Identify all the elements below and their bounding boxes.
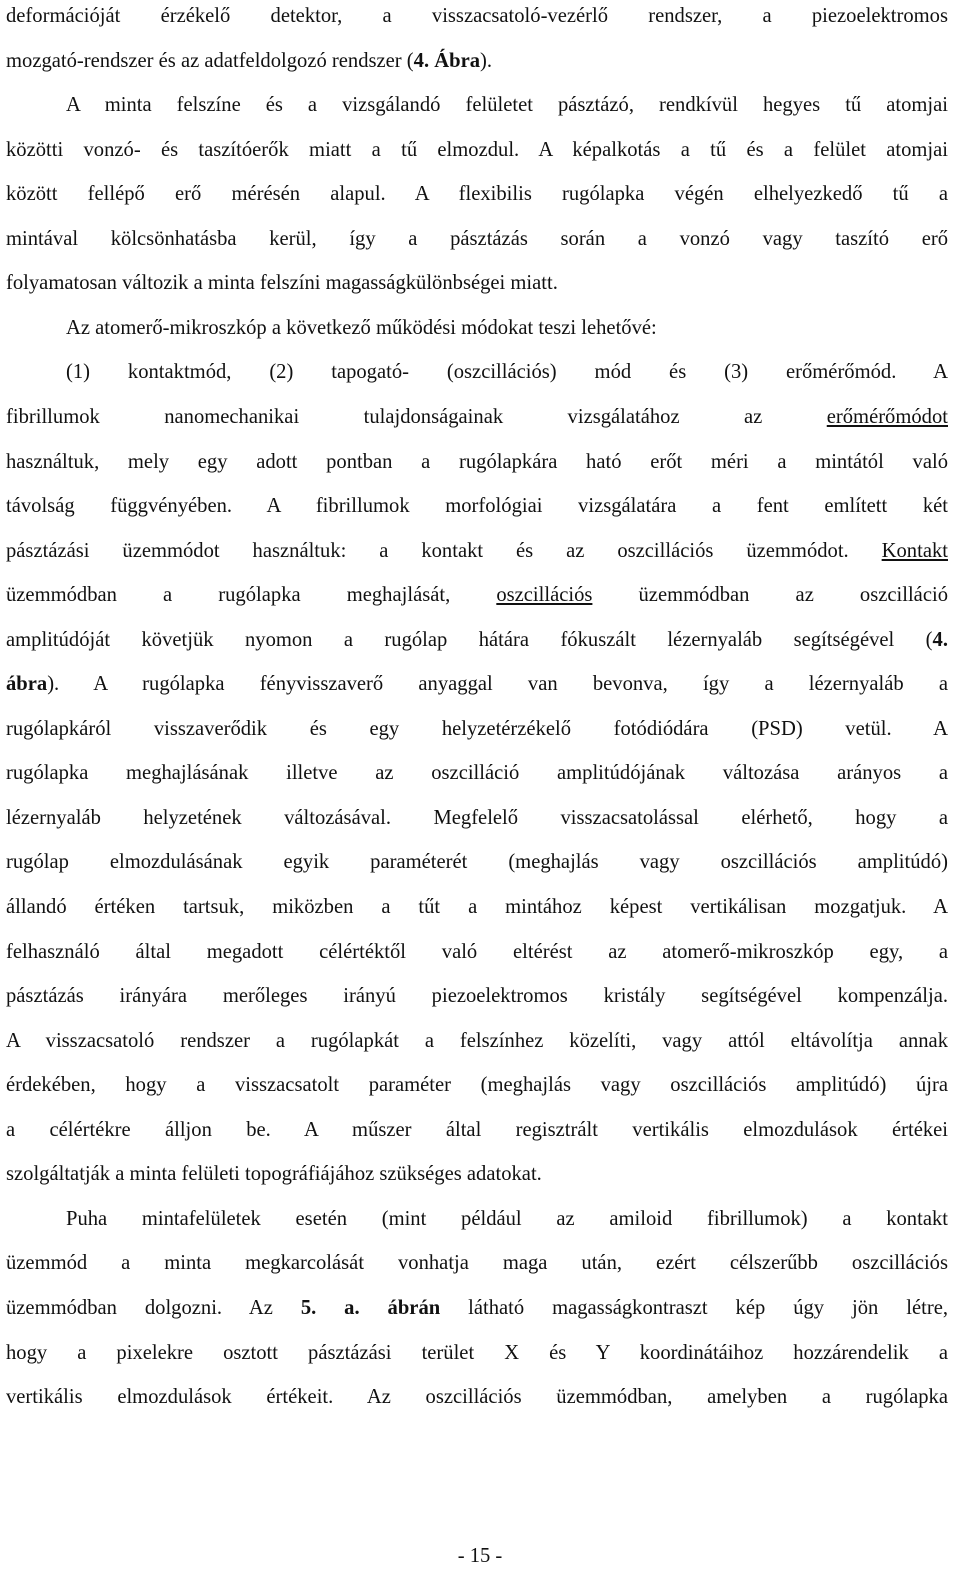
text-run: ). A rugólapka fényvisszaverő anyaggal van bevonva, így a lézernyaláb a [47,673,948,696]
text-run: (1) kontaktmód, (2) tapogató- (oszcillációs) mód és (3) erőmérőmód. A [66,361,948,384]
text-run: rugólap elmozdulásának egyik paraméterét (meghajlás vagy oszcillációs amplitúdó) [6,851,948,874]
text-line [66,312,948,344]
text-line [6,713,948,745]
text-line [6,668,948,700]
text-run: használtuk, mely egy adott pontban a rugólapkára ható erőt méri a mintától való [6,450,948,473]
text-run: Az atomerő-mikroszkóp a következő működési módokat teszi lehetővé: [66,316,657,339]
text-run: között fellépő erő mérésén alapul. A flexibilis rugólapka végén elhelyezkedő tű a [6,183,948,206]
text-run: közötti vonzó- és taszítóerők miatt a tű elmozdul. A képalkotás a tű és a felület atomjai [6,138,948,161]
page-number: - 15 - [457,1545,503,1567]
text-run: mozgató-rendszer és az adatfeldolgozó rendszer ( [6,49,414,72]
underlined-term: erőmérőmódot [826,405,948,428]
text-line [6,846,948,878]
text-run: Puha mintafelületek esetén (mint például az amiloid fibrillumok) a kontakt [66,1207,948,1230]
text-line [6,0,948,32]
text-line [6,223,948,255]
text-run: üzemmódban a rugólapka meghajlását, [6,584,497,607]
text-line [66,1203,948,1235]
text-line [6,1069,948,1101]
text-run: rugólapkáról visszaverődik és egy helyzetérzékelő fotódiódára (PSD) vetül. A [6,717,948,740]
text-run: szolgáltatják a minta felületi topográfiájához szükséges adatokat. [6,1163,542,1186]
text-run: távolság függvényében. A fibrillumok morfológiai vizsgálatára a fent említett két [6,495,948,518]
text-run: pásztázás irányára merőleges irányú piezoelektromos kristály segítségével kompenzálja. [6,985,948,1008]
text-line [6,1247,948,1279]
text-line [6,1337,948,1369]
text-run: vertikális elmozdulások értékeit. Az oszcillációs üzemmódban, amelyben a rugólapka [6,1386,948,1409]
text-line [6,980,948,1012]
text-line [6,178,948,210]
text-run: a célértékre álljon be. A műszer által regisztrált vertikális elmozdulások értékei [6,1118,948,1141]
text-line [6,1381,948,1413]
text-line [6,579,948,611]
text-run: folyamatosan változik a minta felszíni magasságkülönbségei miatt. [6,272,558,295]
figure-reference: 4. [932,628,948,651]
text-line [6,624,948,656]
text-run: ). [480,49,493,72]
text-run: rugólapka meghajlásának illetve az oszcilláció amplitúdójának változása arányos a [6,762,948,785]
text-run: A visszacsatoló rendszer a rugólapkát a felszínhez közelíti, vagy attól eltávolítja annak [6,1029,948,1052]
text-line [6,757,948,789]
text-line [6,490,948,522]
figure-reference: 5. a. ábrán [300,1296,441,1319]
text-line [6,891,948,923]
text-line [6,1114,948,1146]
text-run: állandó értéken tartsuk, miközben a tűt a mintához képest vertikálisan mozgatjuk. A [6,896,948,918]
text-line [6,1025,948,1057]
underlined-term: Kontakt [881,539,948,562]
text-run: felhasználó által megadott célértéktől való eltérést az atomerő-mikroszkóp egy, a [6,940,948,963]
text-line [6,446,948,478]
text-line [6,1292,948,1324]
text-run: látható magasságkontraszt kép úgy jön létre, [440,1296,948,1319]
text-line [6,1158,948,1190]
text-run: hogy a pixelekre osztott pásztázási terület X és Y koordinátáihoz hozzárendelik a [6,1341,948,1364]
text-line [6,134,948,166]
text-line [6,401,948,433]
text-line [6,535,948,567]
figure-reference: 4. Ábra [413,49,481,72]
text-run: deformációját érzékelő detektor, a visszacsatoló-vezérlő rendszer, a piezoelektromos [6,5,948,27]
text-line [66,356,948,388]
text-line [6,802,948,834]
text-run: mintával kölcsönhatásba kerül, így a pásztázás során a vonzó vagy taszító erő [6,227,948,250]
text-line [6,936,948,968]
text-run: üzemmódban dolgozni. Az [6,1296,301,1319]
text-run: üzemmódban az oszcilláció [592,584,948,607]
text-line [6,45,948,77]
underlined-term: oszcillációs [496,584,593,607]
text-run: lézernyaláb helyzetének változásával. Megfelelő visszacsatolással elérhető, hogy a [6,806,948,829]
text-line [6,267,948,299]
figure-reference: ábra [6,673,48,696]
text-run: üzemmód a minta megkarcolását vonhatja maga után, ezért célszerűbb oszcillációs [6,1252,948,1275]
text-run: fibrillumok nanomechanikai tulajdonságainak vizsgálatához az [6,405,827,428]
text-run: pásztázási üzemmódot használtuk: a kontakt és az oszcillációs üzemmódot. [6,539,882,562]
text-run: A minta felszíne és a vizsgálandó felületet pásztázó, rendkívül hegyes tű atomjai [66,94,948,117]
text-run: érdekében, hogy a visszacsatolt paraméter (meghajlás vagy oszcillációs amplitúdó) újra [6,1074,948,1097]
text-line [66,89,948,121]
text-run: amplitúdóját követjük nyomon a rugólap hátára fókuszált lézernyaláb segítségével ( [6,628,933,651]
